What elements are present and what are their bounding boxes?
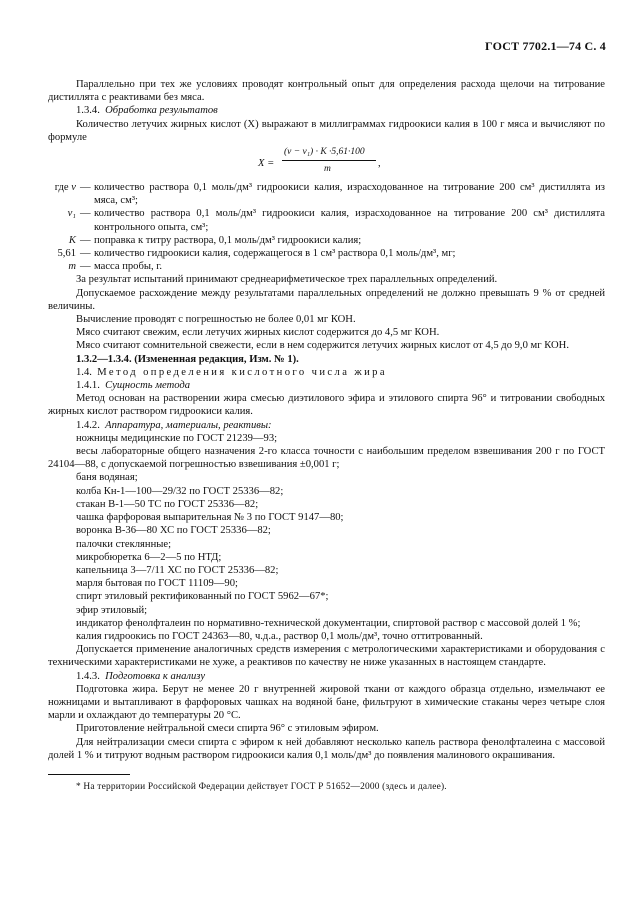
list-item: спирт этиловый ректификованный по ГОСТ 5962—67*; <box>76 591 329 603</box>
paragraph: Количество летучих жирных кислот (X) выражают в миллиграммах гидроокиси калия в 100 г мяса и вычисляют по формуле <box>48 118 605 143</box>
formula-comma: , <box>378 158 381 170</box>
paragraph: Допускаемое расхождение между результатами параллельных определений не должно превышать 9 % от средней величины. <box>48 287 605 312</box>
section-title: Аппаратура, материалы, реактивы: <box>105 419 272 431</box>
section-heading <box>48 379 605 392</box>
section-heading <box>48 670 605 683</box>
definition-dash: — <box>80 261 91 273</box>
paragraph: Мясо считают сомнительной свежести, если в нем содержится летучих жирных кислот от 4,5 до 9,0 мг КОН. <box>76 340 569 352</box>
list-item: индикатор фенолфталеин по нормативно-технической документации, спиртовой раствор с массовой долей 1 %; <box>76 617 581 629</box>
paragraph: Параллельно при тех же условиях проводят контрольный опыт для определения расхода щелочи на титрование дистиллята с реактивами без мяса. <box>48 79 605 104</box>
section-title: Подготовка к анализу <box>105 670 206 682</box>
list-item: палочки стеклянные; <box>76 538 172 550</box>
section-number: 1.4.1. <box>76 380 100 392</box>
definition-symbol: m <box>68 261 76 273</box>
paragraph: Приготовление нейтральной смеси спирта 96° с этиловым эфиром. <box>76 723 379 735</box>
definition-symbol: v₁ <box>67 208 76 220</box>
definition-symbol: где v <box>54 182 76 194</box>
definition-row <box>48 260 605 273</box>
definition-row <box>48 207 605 233</box>
section-title: Обработка результатов <box>105 105 218 117</box>
formula <box>48 146 605 178</box>
definition-symbol: K <box>68 234 76 246</box>
section-number: 1.4. <box>76 366 92 378</box>
definition-text: поправка к титру раствора, 0,1 моль/дм³ гидроокиси калия; <box>94 234 362 246</box>
footnote: * На территории Российской Федерации действует ГОСТ Р 51652—2000 (здесь и далее). <box>76 781 447 792</box>
list-item: воронка В-36—80 ХС по ГОСТ 25336—82; <box>76 525 271 537</box>
definition-text: количество раствора 0,1 моль/дм³ гидроокиси калия, израсходованное на титрование 200 см³ дистиллята из мяса, см³; <box>94 182 605 207</box>
section-heading <box>48 366 605 379</box>
definition-row <box>48 181 605 207</box>
variable-definitions <box>48 181 605 273</box>
definition-dash: — <box>80 234 91 246</box>
list-item: весы лабораторные общего назначения 2-го класса точности с наибольшим пределом взвешивания 200 г по ГОСТ 24104—88, с допускаемой погрешностью взвешивания ±0,001 г; <box>48 446 605 471</box>
document-body <box>48 78 605 794</box>
paragraph: Мясо считают свежим, если летучих жирных кислот содержится до 4,5 мг КОН. <box>76 327 440 339</box>
definition-dash: — <box>80 182 91 194</box>
paragraph: Допускается применение аналогичных средств измерения с метрологическими характеристиками и оборудования с техническими характеристиками не хуже, а реактивов по качеству не ниже указанных в настоящем стандарте. <box>48 644 605 669</box>
list-item: баня водяная; <box>76 472 138 484</box>
formula-numerator: (v − v₁) · K ·5,61·100 <box>284 147 365 158</box>
section-title: Сущность метода <box>105 380 191 392</box>
definition-dash: — <box>80 248 91 260</box>
section-number: 1.3.4. <box>76 105 100 117</box>
section-number: 1.4.2. <box>76 419 100 431</box>
paragraph: За результат испытаний принимают среднеарифметическое трех параллельных определений. <box>76 274 498 286</box>
section-number: 1.4.3. <box>76 670 100 682</box>
list-item: марля бытовая по ГОСТ 11109—90; <box>76 578 238 590</box>
definition-text: масса пробы, г. <box>94 261 163 273</box>
list-item: ножницы медицинские по ГОСТ 21239—93; <box>76 432 278 444</box>
definition-symbol: 5,61 <box>57 248 76 260</box>
definition-text: количество раствора 0,1 моль/дм³ гидроокиси калия, израсходованное на титрование 200 см³ дистиллята контрольного опыта, см³; <box>94 208 605 233</box>
formula-denominator: m <box>324 164 331 175</box>
section-title: Метод определения кислотного числа жира <box>97 366 387 378</box>
amendment-note: 1.3.2—1.3.4. (Измененная редакция, Изм. № 1). <box>76 353 299 365</box>
definition-row <box>48 234 605 247</box>
list-item: колба Кн-1—100—29/32 по ГОСТ 25336—82; <box>76 485 284 497</box>
section-heading <box>48 419 605 432</box>
list-item: микробюретка 6—2—5 по НТД; <box>76 551 222 563</box>
footnote-divider <box>48 774 130 775</box>
paragraph: Для нейтрализации смеси спирта с эфиром к ней добавляют несколько капель раствора фенолфталеина с массовой долей 1 % и титруют водным раствором гидроокиси калия 0,1 моль/дм³ до появления малинового окрашивания. <box>48 736 605 761</box>
list-item: чашка фарфоровая выпарительная № 3 по ГОСТ 9147—80; <box>76 512 344 524</box>
paragraph: Подготовка жира. Берут не менее 20 г внутренней жировой ткани от каждого образца отдельно, измельчают ее ножницами и вытапливают в фарфоровых чашках на водяной бане, фильтруют в химические стаканы через четыре слоя марли и охлаждают до температуры 20 °С. <box>48 683 605 722</box>
fraction-bar <box>282 160 376 161</box>
list-item: калия гидроокись по ГОСТ 24363—80, ч.д.а., раствор 0,1 моль/дм³, точно оттитрованный. <box>76 630 483 642</box>
list-item: капельница 3—7/11 ХС по ГОСТ 25336—82; <box>76 564 279 576</box>
definition-dash: — <box>80 208 91 220</box>
section-heading <box>48 104 605 117</box>
formula-lhs: X = <box>258 158 275 170</box>
paragraph: Вычисление проводят с погрешностью не более 0,01 мг КОН. <box>76 314 356 326</box>
equipment-list <box>48 432 605 643</box>
definition-row <box>48 247 605 260</box>
list-item: эфир этиловый; <box>76 604 148 616</box>
definition-text: количество гидроокиси калия, содержащегося в 1 см³ раствора 0,1 моль/дм³, мг; <box>94 248 456 260</box>
page-header: ГОСТ 7702.1—74 С. 4 <box>485 39 606 53</box>
list-item: стакан В-1—50 ТС по ГОСТ 25336—82; <box>76 498 259 510</box>
paragraph: Метод основан на растворении жира смесью диэтилового эфира и этилового спирта 96° и титровании свободных жирных кислот раствором гидроокиси калия. <box>48 393 605 418</box>
